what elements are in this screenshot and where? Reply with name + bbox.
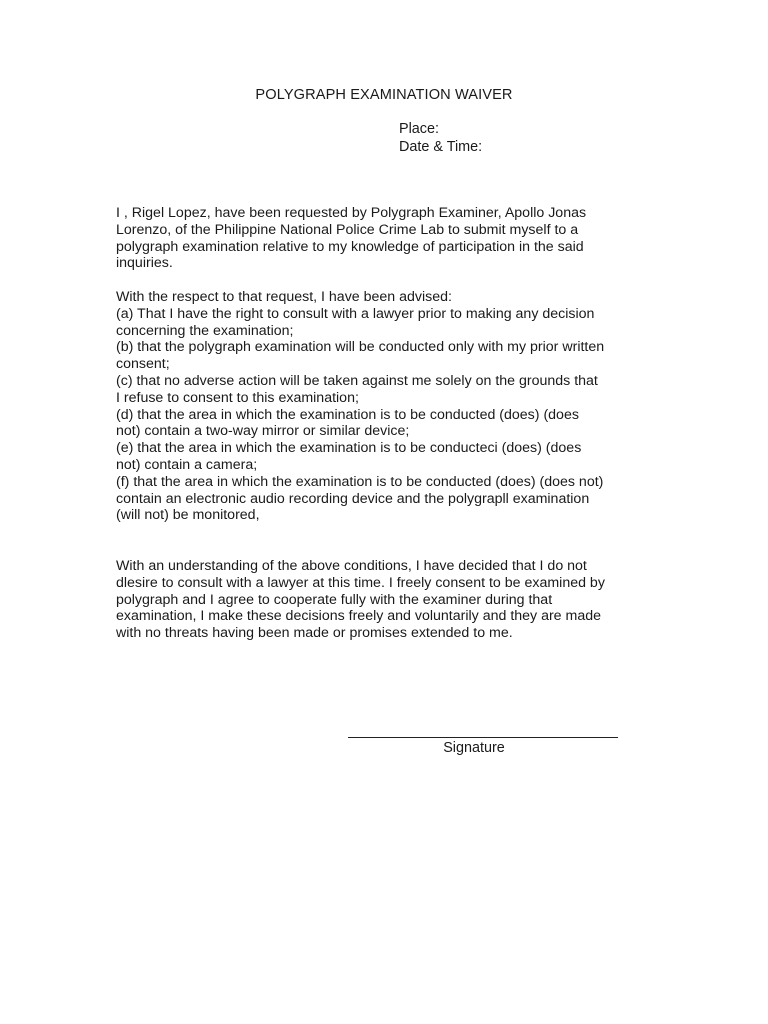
advised-line: (b) that the polygraph examination will be conducted only with my prior written <box>116 339 605 356</box>
intro-line: Lorenzo, of the Philippine National Police Crime Lab to submit myself to a <box>116 221 579 238</box>
intro-line: I , Rigel Lopez, have been requested by Polygraph Examiner, Apollo Jonas <box>116 205 587 221</box>
advised-line: consent; <box>116 356 170 373</box>
advisement-paragraph <box>116 289 656 524</box>
signature-line <box>348 737 618 738</box>
signature-label: Signature <box>443 740 505 756</box>
advised-line: not) contain a two-way mirror or similar device; <box>116 423 410 440</box>
intro-line: polygraph examination relative to my knowledge of participation in the said <box>116 238 584 255</box>
conclusion-line: polygraph and I agree to cooperate fully with the examiner during that <box>116 591 553 608</box>
conclusion-paragraph <box>116 558 656 642</box>
advised-line: With the respect to that request, I have been advised: <box>116 289 452 305</box>
conclusion-line: With an understanding of the above conditions, I have decided that I do not <box>116 558 587 574</box>
advised-line: (e) that the area in which the examination is to be conducteci (does) (does <box>116 440 582 457</box>
conclusion-line: examination, I make these decisions freely and voluntarily and they are made <box>116 608 602 625</box>
advised-line: I refuse to consent to this examination; <box>116 389 359 406</box>
conclusion-line: with no threats having been made or promises extended to me. <box>116 625 513 642</box>
advised-line: concerning the examination; <box>116 322 294 339</box>
document-title: POLYGRAPH EXAMINATION WAIVER <box>255 87 513 103</box>
place-date-block <box>399 120 482 156</box>
advised-line: not) contain a camera; <box>116 456 258 473</box>
advised-line: contain an electronic audio recording device and the polygrapll examination <box>116 490 590 507</box>
place-label: Place: <box>399 121 439 137</box>
conclusion-line: dlesire to consult with a lawyer at this time. I freely consent to be examined by <box>116 574 605 591</box>
intro-line: inquiries. <box>116 255 173 272</box>
date-time-label: Date & Time: <box>399 139 483 155</box>
advised-line: (c) that no adverse action will be taken against me solely on the grounds that <box>116 372 598 389</box>
intro-paragraph <box>116 205 656 272</box>
advised-line: (d) that the area in which the examination is to be conducted (does) (does <box>116 406 579 423</box>
advised-line: (a) That I have the right to consult with a lawyer prior to making any decision <box>116 305 595 322</box>
advised-line: (f) that the area in which the examination is to be conducted (does) (does not) <box>116 473 604 490</box>
advised-line: (will not) be monitored, <box>116 507 260 524</box>
